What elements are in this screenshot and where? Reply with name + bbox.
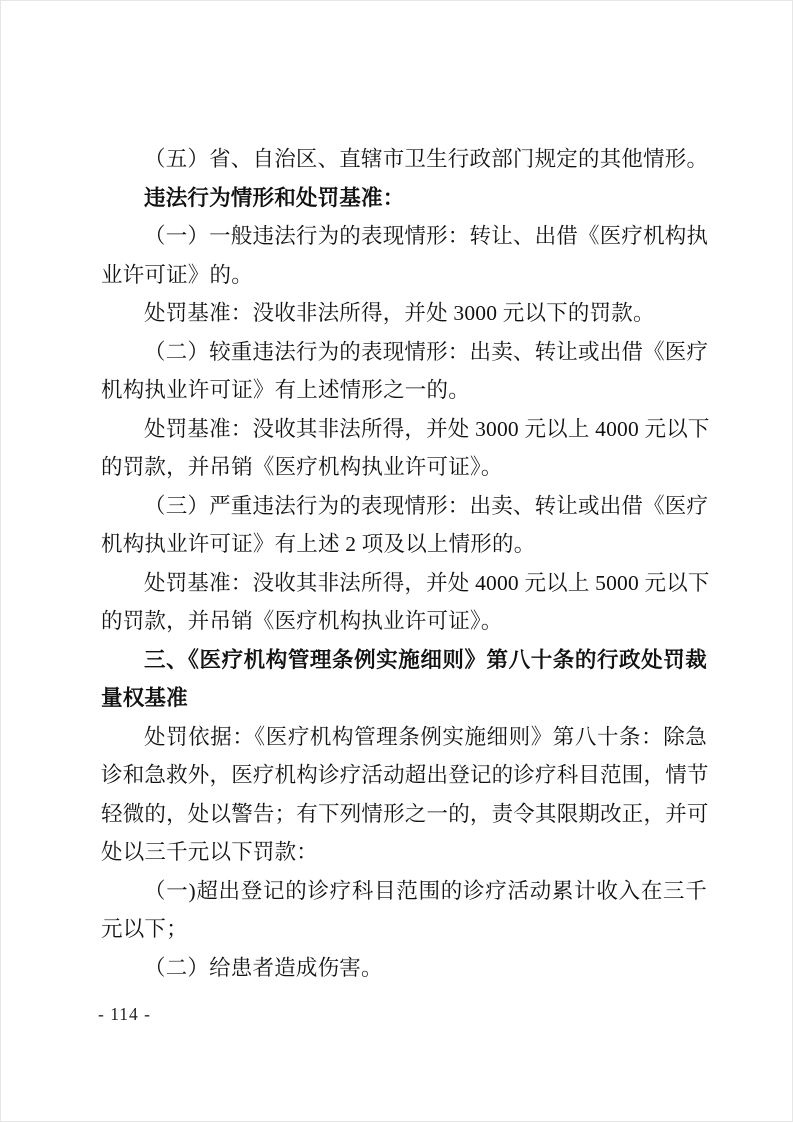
text-line: 机构执业许可证》有上述 2 项及以上情形的。: [101, 532, 536, 556]
text-line: 元以下；: [101, 917, 188, 941]
text-line: （五）省、自治区、直辖市卫生行政部门规定的其他情形。: [144, 147, 709, 171]
text-line: 业许可证》的。: [101, 262, 253, 287]
page-number: - 114 -: [98, 1004, 152, 1024]
text-line: 诊和急救外，医疗机构诊疗活动超出登记的诊疗科目范围，情节: [101, 763, 709, 787]
heading-line: 三、《医疗机构管理条例实施细则》第八十条的行政处罚裁: [144, 647, 707, 672]
text-line: （二）给患者造成伤害。: [144, 955, 383, 980]
text-line: 处罚依据：《医疗机构管理条例实施细则》第八十条：除急: [144, 724, 707, 749]
text-line: （一)超出登记的诊疗科目范围的诊疗活动累计收入在三千: [144, 878, 707, 903]
text-line: （三）严重违法行为的表现情形：出卖、转让或出借《医疗: [144, 493, 709, 518]
text-line: （一）一般违法行为的表现情形：转让、出借《医疗机构执: [144, 224, 709, 248]
text-line: 处罚基准：没收其非法所得，并处 4000 元以上 5000 元以下: [144, 570, 710, 595]
text-line: 处以三千元以下罚款：: [101, 840, 319, 864]
text-line: 轻微的，处以警告；有下列情形之一的，责令其限期改正，并可: [101, 801, 709, 826]
heading-line: 量权基准: [101, 686, 188, 710]
text-line: 的罚款，并吊销《医疗机构执业许可证》。: [101, 609, 503, 633]
text-line: 处罚基准：没收其非法所得，并处 3000 元以上 4000 元以下: [144, 416, 710, 441]
text-line: 机构执业许可证》有上述情形之一的。: [101, 378, 470, 402]
text-line: （二）较重违法行为的表现情形：出卖、转让或出借《医疗: [144, 339, 709, 364]
document-body: [101, 140, 710, 987]
text-line: 的罚款，并吊销《医疗机构执业许可证》。: [101, 455, 503, 479]
heading-line: 违法行为情形和处罚基准：: [144, 185, 405, 210]
text-line: 处罚基准：没收非法所得，并处 3000 元以下的罚款。: [144, 301, 655, 325]
